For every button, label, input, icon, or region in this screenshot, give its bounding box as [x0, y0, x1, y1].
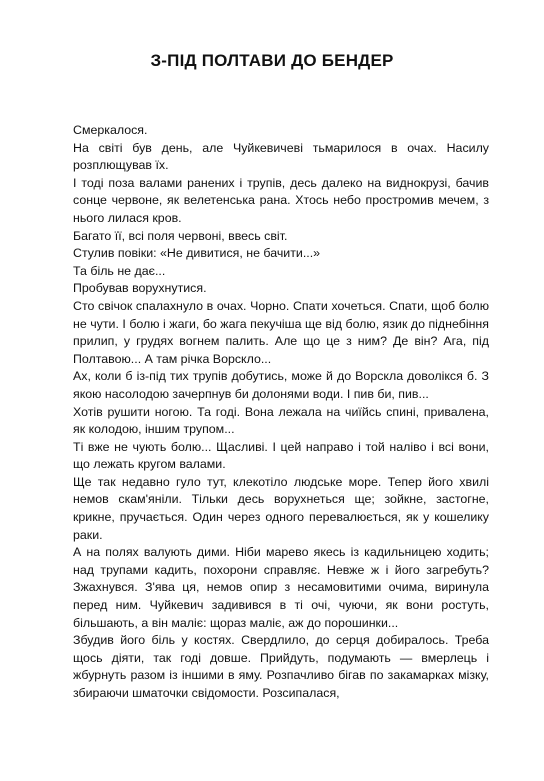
- paragraph: Багато її, всі поля червоні, ввесь світ.: [73, 228, 288, 243]
- paragraph: Сто свічок спалахнуло в очах. Чорно. Спати хочеться. Спати, щоб болю не чути. І болю і жаги, бо жага пекучіша ще від болю, язик до піднебіння прилип, у грудях вогнем палить. Але що це з ним? Де він? Ага, під Полтавою... А там річка Ворскло...: [73, 298, 489, 366]
- body-text: [73, 122, 489, 703]
- chapter-title: З-ПІД ПОЛТАВИ ДО БЕНДЕР: [150, 51, 394, 70]
- paragraph: Пробував ворухнутися.: [73, 281, 207, 296]
- paragraph: І тоді поза валами ранених і трупів, десь далеко на виднокрузі, бачив сонце червоне, як велетенська рана. Хтось небо простромив мечем, з нього лилася кров.: [73, 175, 489, 225]
- paragraph: Ще так недавно гуло тут, клекотіло людське море. Тепер його хвилі немов скам'яніли. Тільки десь ворухнеться ще; зойкне, застогне, крикне, пручається. Один через одного перевалюється, як у кошелику раки.: [73, 474, 489, 542]
- paragraph: Стулив повіки: «Не дивитися, не бачити...»: [73, 246, 321, 261]
- paragraph: Ті вже не чують болю... Щасливі. І цей направо і той наліво і всі вони, що лежать кругом валами.: [73, 439, 489, 472]
- paragraph: Та біль не дає...: [73, 263, 166, 278]
- paragraph: Хотів рушити ногою. Та годі. Вона лежала на чиїйсь спині, привалена, як колодою, іншим трупом...: [73, 404, 489, 437]
- paragraph: На світі був день, але Чуйкевичеві тьмарилося в очах. Насилу розплющував їх.: [73, 140, 489, 173]
- paragraph: Ах, коли б із-під тих трупів добутись, може й до Ворскла доволікся б. З якою насолодою зачерпнув би долонями води. І пив би, пив...: [73, 369, 489, 401]
- paragraph: Збудив його біль у костях. Свердлило, до серця добиралось. Треба щось діяти, так годі довше. Прийдуть, подумають — вмерлець і жбурнуть разом із іншими в яму. Розпачливо бігав по закамарках мізку, збираючи шматочки свідомости. Розсипалася,: [73, 633, 489, 700]
- paragraph: Смеркалося.: [73, 123, 148, 137]
- paragraph: А на полях валують дими. Ніби марево якесь із кадильницею ходить; над трупами кадить, похорони справляє. Невже ж і його загребуть? Зжахнувся. З'ява ця, немов опир з несамовитими очима, виринула перед ним. Чуйкевич задивився в ті очі, чуючи, як вони ростуть, більшають, а він маліє: щораз маліє, аж до порошинки...: [73, 545, 489, 630]
